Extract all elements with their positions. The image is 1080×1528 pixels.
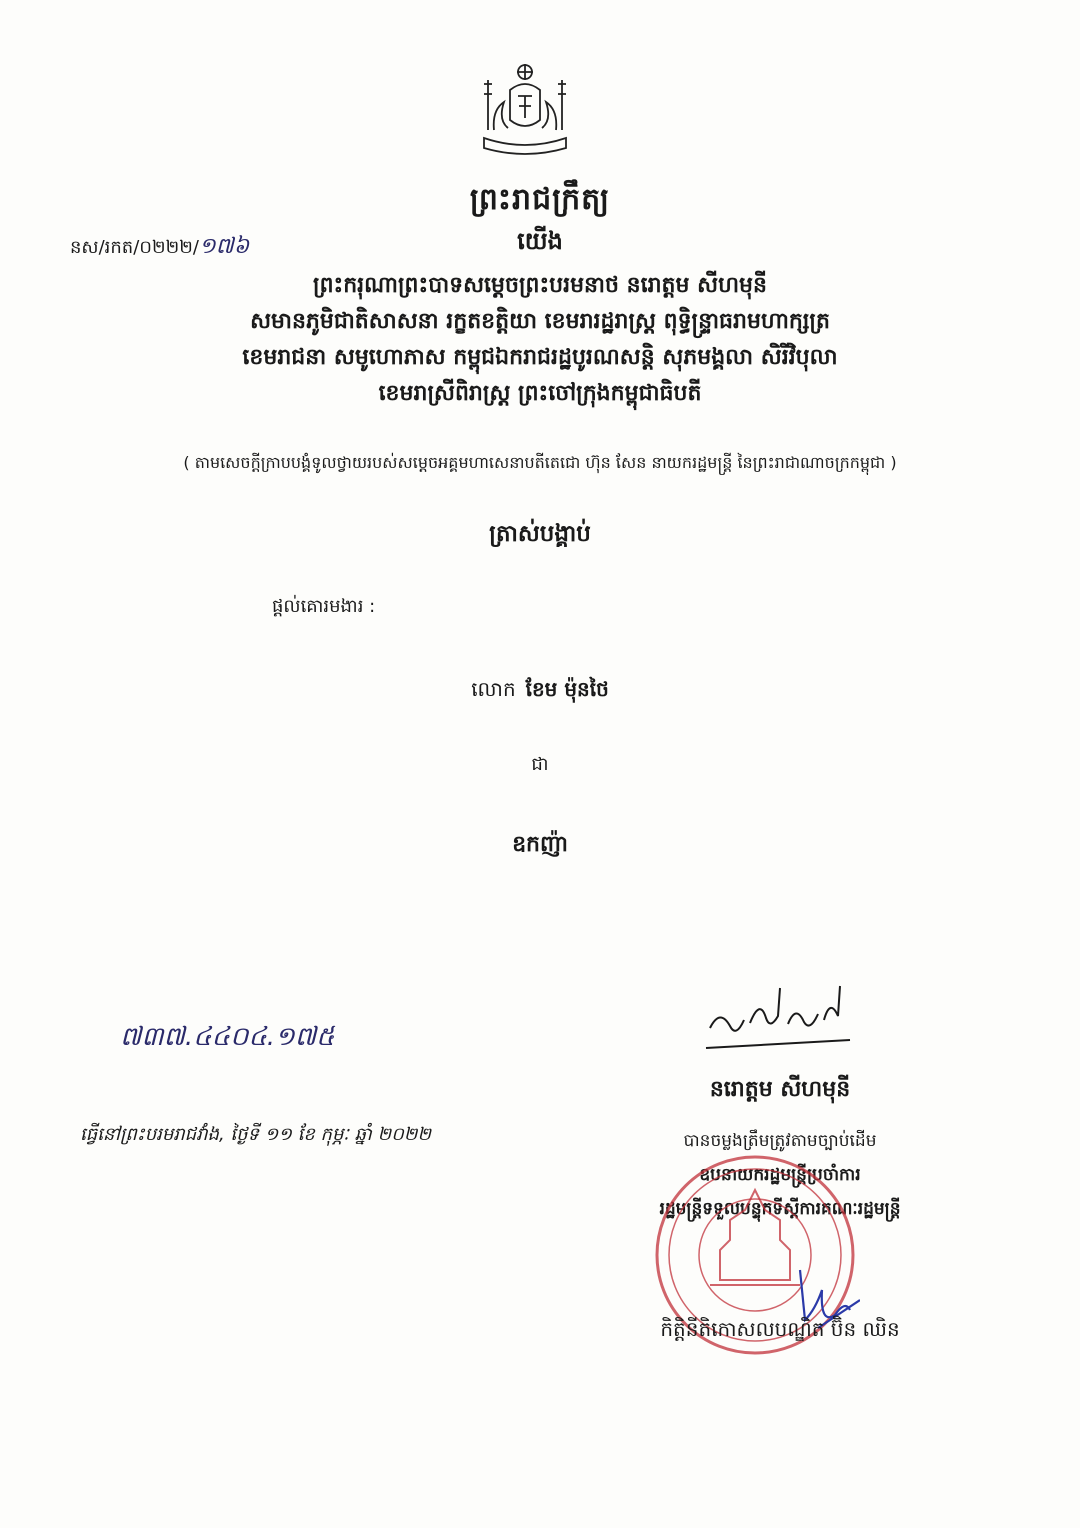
place-and-date: ធ្វើនៅព្រះបរមរាជវាំង, ថ្ងៃទី ១១ ខែ កុម្ភៈ ឆ្នាំ ២០២២ xyxy=(80,1124,432,1145)
king-line: ខេមរាស្រីពិរាស្ត្រ ព្រះចៅក្រុងកម្ពុជាធិបតី xyxy=(378,381,702,406)
recipient-title: លោក xyxy=(471,677,516,701)
as-word: ជា xyxy=(531,754,549,775)
award-label: ផ្តល់គោរមងារ : xyxy=(272,596,376,617)
royal-coat-of-arms-icon xyxy=(470,60,580,160)
minister-name: កិត្តិនីតិកោសលបណ្ឌិត ប៊ិន ឈិន xyxy=(660,1317,900,1341)
recipient-name: ខែម ម៉ុនថៃ xyxy=(525,677,609,701)
decree-heading: ត្រាស់បង្គាប់ xyxy=(489,521,591,547)
king-line: សមានភូមិជាតិសាសនា រក្ខតខត្តិយា ខេមរារដ្ឋរាស្ត្រ ពុទ្ធិន្ទ្រាធរាមហាក្សត្រ xyxy=(250,309,830,334)
countersign-line: បានចម្លងត្រឹមត្រូវតាមច្បាប់ដើម xyxy=(683,1131,877,1151)
king-titles xyxy=(0,268,1080,412)
recipient xyxy=(0,676,1080,706)
basis-note: ( តាមសេចក្តីក្រាបបង្គំទូលថ្វាយរបស់សម្តេចអគ្គមហាសេនាបតីតេជោ ហ៊ុន សែន នាយករដ្ឋមន្ត្រី នៃព្រះរាជាណាចក្រកម្ពុជា ) xyxy=(183,453,897,472)
we-heading: យើង xyxy=(517,227,563,255)
king-line: ព្រះករុណាព្រះបាទសម្តេចព្រះបរមនាថ នរោត្តម សីហមុនី xyxy=(313,273,767,298)
countersign-line: រដ្ឋមន្ត្រីទទួលបន្ទុកទីស្តីការគណៈរដ្ឋមន្ត្រី xyxy=(659,1199,901,1219)
reference-handwritten: ១៧៦ xyxy=(198,234,250,259)
king-line: ខេមរាជនា សមូហោភាស កម្ពុជឯករាជរដ្ឋបូរណសន្តិ សុភមង្គលា សិរីវិបុលា xyxy=(242,345,838,370)
handwritten-reference: ៧៣៧.៤៤០៤.១៧៥ xyxy=(120,1022,335,1052)
royal-handwritten-signature xyxy=(700,968,860,1058)
royal-signature-name: នរោត្តម សីហមុនី xyxy=(709,1077,851,1102)
rank-title: ឧកញ៉ា xyxy=(512,832,568,857)
reference-printed: នស/រកត/០២២២/ xyxy=(70,237,199,258)
countersign-line: ឧបនាយករដ្ឋមន្ត្រីប្រចាំការ xyxy=(699,1165,861,1185)
document-title: ព្រះរាជក្រឹត្យ xyxy=(469,182,611,217)
